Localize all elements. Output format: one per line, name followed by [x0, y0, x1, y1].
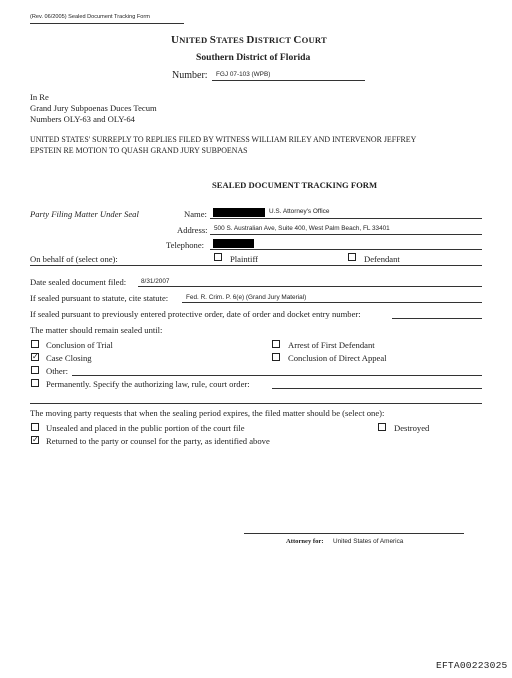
returned-checkbox[interactable]	[31, 436, 39, 444]
caption-in-re: In Re	[30, 92, 49, 102]
destroyed-label: Destroyed	[394, 423, 430, 433]
caption-numbers: Numbers OLY-63 and OLY-64	[30, 114, 135, 124]
remain-sealed-label: The matter should remain sealed until:	[30, 325, 163, 335]
other-line	[72, 375, 482, 376]
address-label: Address:	[177, 225, 208, 235]
document-title-line-2: EPSTEIN RE MOTION TO QUASH GRAND JURY SUBPOENAS	[30, 146, 248, 155]
attorney-for-label: Attorney for:	[286, 538, 324, 545]
address-line	[210, 234, 482, 235]
redaction-telephone	[213, 239, 254, 248]
conclusion-of-trial-label: Conclusion of Trial	[46, 340, 113, 350]
statute-label: If sealed pursuant to statute, cite statute:	[30, 293, 169, 303]
redaction-name	[213, 208, 265, 217]
signature-line	[244, 533, 464, 534]
case-closing-checkbox[interactable]	[31, 353, 39, 361]
protective-order-line	[392, 318, 482, 319]
telephone-line	[210, 249, 482, 250]
case-number-value: FGJ 07-103 (WPB)	[216, 71, 271, 78]
permanently-label: Permanently. Specify the authorizing law, rule, court order:	[46, 379, 250, 389]
defendant-checkbox[interactable]	[348, 253, 356, 261]
district-name: Southern District of Florida	[196, 52, 311, 63]
telephone-label: Telephone:	[166, 240, 205, 250]
form-title: SEALED DOCUMENT TRACKING FORM	[212, 180, 378, 190]
caption-subpoenas: Grand Jury Subpoenas Duces Tecum	[30, 103, 157, 113]
conclusion-direct-appeal-label: Conclusion of Direct Appeal	[288, 353, 387, 363]
arrest-first-defendant-label: Arrest of First Defendant	[288, 340, 375, 350]
expiration-label: The moving party requests that when the sealing period expires, the filed matter should be (select one):	[30, 408, 385, 418]
document-title-line-1: UNITED STATES' SURREPLY TO REPLIES FILED BY WITNESS WILLIAM RILEY AND INTERVENOR JEFFREY	[30, 135, 417, 144]
court-title: UNITED STATES DISTRICT COURT	[171, 34, 327, 46]
check-mark-icon: ✓	[32, 352, 39, 361]
attorney-for-value: United States of America	[333, 538, 404, 545]
arrest-first-defendant-checkbox[interactable]	[272, 340, 280, 348]
date-filed-label: Date sealed document filed:	[30, 277, 127, 287]
conclusion-direct-appeal-checkbox[interactable]	[272, 353, 280, 361]
on-behalf-label: On behalf of (select one):	[30, 254, 118, 264]
permanently-checkbox[interactable]	[31, 379, 39, 387]
unsealed-checkbox[interactable]	[31, 423, 39, 431]
date-filed-value: 8/31/2007	[141, 278, 170, 285]
party-filing-label: Party Filing Matter Under Seal	[30, 209, 139, 219]
address-value: 500 S. Australian Ave, Suite 400, West Palm Beach, FL 33401	[214, 225, 390, 232]
case-closing-label: Case Closing	[46, 353, 92, 363]
returned-label: Returned to the party or counsel for the party, as identified above	[46, 436, 270, 446]
protective-order-label: If sealed pursuant to previously entered protective order, date of order and docket entry number:	[30, 309, 361, 319]
authority-line	[30, 403, 482, 404]
name-value: U.S. Attorney's Office	[269, 208, 330, 215]
destroyed-checkbox[interactable]	[378, 423, 386, 431]
case-number-label: Number:	[172, 70, 208, 81]
statute-line	[182, 302, 482, 303]
statute-value: Fed. R. Crim. P. 6(e) (Grand Jury Material)	[186, 294, 307, 301]
date-filed-line	[138, 286, 482, 287]
check-mark-icon: ✓	[32, 435, 39, 444]
plaintiff-checkbox[interactable]	[214, 253, 222, 261]
unsealed-label: Unsealed and placed in the public portion of the court file	[46, 423, 245, 433]
name-line	[210, 218, 482, 219]
defendant-label: Defendant	[364, 254, 400, 264]
permanently-line	[272, 388, 482, 389]
other-checkbox[interactable]	[31, 366, 39, 374]
header-rule	[30, 23, 184, 24]
behalf-rule	[30, 265, 482, 266]
other-label: Other:	[46, 366, 68, 376]
revision-note: (Rev. 06/2005) Sealed Document Tracking Form	[30, 14, 150, 20]
plaintiff-label: Plaintiff	[230, 254, 259, 264]
conclusion-of-trial-checkbox[interactable]	[31, 340, 39, 348]
name-label: Name:	[184, 209, 207, 219]
case-number-line	[212, 80, 365, 81]
bates-number: EFTA00223025	[436, 660, 508, 671]
